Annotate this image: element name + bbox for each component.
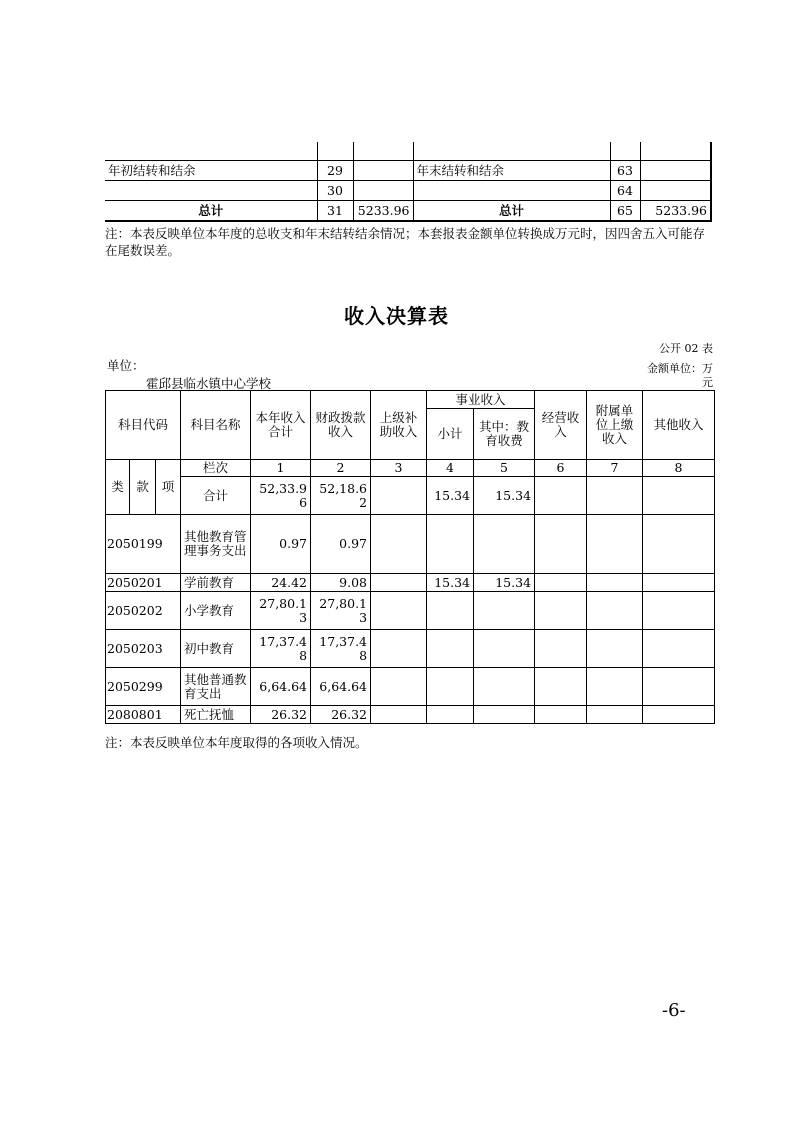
total-income: 52,33.96 [251, 477, 311, 515]
summary-table-fragment [105, 142, 712, 222]
left-label-cell [105, 181, 317, 201]
total-business-edu: 15.34 [474, 477, 535, 515]
column-number: 1 [251, 460, 311, 477]
row-operating [535, 515, 587, 574]
row-business-edu [474, 515, 535, 574]
header-business-subtotal: 小计 [427, 409, 474, 460]
table-row [106, 706, 715, 724]
left-no-cell: 29 [317, 161, 353, 181]
right-no-cell: 65 [610, 201, 640, 222]
left-amount-cell [353, 161, 413, 181]
table-row [106, 592, 715, 630]
right-label-cell [413, 142, 610, 161]
header-row [106, 391, 715, 409]
column-number: 8 [643, 460, 715, 477]
table-row [106, 574, 715, 592]
total-affiliated [587, 477, 643, 515]
header-business-edu: 其中：教育收费 [474, 409, 535, 460]
row-code: 2050201 [106, 574, 181, 592]
total-label: 合计 [181, 477, 251, 515]
unit-label: 单位： [107, 358, 145, 373]
row-other [643, 515, 715, 574]
right-amount-cell [640, 142, 711, 161]
row-fiscal: 27,80.13 [311, 592, 371, 630]
right-no-cell: 64 [610, 181, 640, 201]
left-amount-cell [353, 181, 413, 201]
right-total-amount: 5233.96 [640, 201, 711, 222]
row-affiliated [587, 668, 643, 706]
left-no-cell [317, 142, 353, 161]
total-fiscal: 52,18.62 [311, 477, 371, 515]
row-affiliated [587, 574, 643, 592]
row-business-subtotal [427, 706, 474, 724]
row-total: 24.42 [251, 574, 311, 592]
column-number: 4 [427, 460, 474, 477]
page-number: -6- [662, 1000, 686, 1021]
row-total: 6,64.64 [251, 668, 311, 706]
row-superior [371, 515, 427, 574]
total-other [643, 477, 715, 515]
table-row [105, 161, 711, 181]
row-name: 学前教育 [181, 574, 251, 592]
right-label-cell [413, 181, 610, 201]
right-no-cell [610, 142, 640, 161]
row-fiscal: 9.08 [311, 574, 371, 592]
header-fiscal: 财政拨款收入 [311, 391, 371, 460]
row-business-edu [474, 630, 535, 668]
column-number: 5 [474, 460, 535, 477]
left-total-label: 总计 [105, 201, 317, 222]
row-code: 2080801 [106, 706, 181, 724]
row-business-subtotal: 15.34 [427, 574, 474, 592]
header-code: 科目代码 [106, 391, 181, 460]
money-unit [647, 362, 713, 390]
row-business-edu: 15.34 [474, 574, 535, 592]
row-fiscal: 0.97 [311, 515, 371, 574]
row-name: 小学教育 [181, 592, 251, 630]
row-operating [535, 574, 587, 592]
row-superior [371, 706, 427, 724]
row-operating [535, 706, 587, 724]
table-row [105, 142, 711, 161]
income-table [105, 390, 715, 724]
left-label-cell [105, 142, 317, 161]
header-superior: 上级补助收入 [371, 391, 427, 460]
row-superior [371, 668, 427, 706]
row-operating [535, 668, 587, 706]
row-business-subtotal [427, 668, 474, 706]
row-business-edu [474, 668, 535, 706]
row-affiliated [587, 706, 643, 724]
row-fiscal: 26.32 [311, 706, 371, 724]
total-business-subtotal: 15.34 [427, 477, 474, 515]
column-number: 6 [535, 460, 587, 477]
row-business-subtotal [427, 630, 474, 668]
header-xiang: 项 [156, 460, 181, 515]
row-name: 死亡抚恤 [181, 706, 251, 724]
row-affiliated [587, 630, 643, 668]
form-number: 公开 02 表 [659, 342, 713, 355]
right-amount-cell [640, 161, 711, 181]
summary-table-note: 注：本表反映单位本年度的总收支和年末结转结余情况；本套报表金额单位转换成万元时，因四舍五入可能存在尾数误差。 [105, 226, 706, 258]
total-row [106, 477, 715, 515]
row-superior [371, 630, 427, 668]
column-number: 3 [371, 460, 427, 477]
money-unit-line2: 元 [702, 376, 713, 389]
row-other [643, 630, 715, 668]
row-fiscal: 17,37.48 [311, 630, 371, 668]
row-code: 2050203 [106, 630, 181, 668]
left-no-cell: 31 [317, 201, 353, 222]
row-total: 27,80.13 [251, 592, 311, 630]
row-operating [535, 630, 587, 668]
unit-name: 霍邱县临水镇中心学校 [146, 376, 272, 391]
income-table-note: 注：本表反映单位本年度取得的各项收入情况。 [105, 735, 368, 750]
row-other [643, 574, 715, 592]
row-other [643, 592, 715, 630]
right-total-label: 总计 [413, 201, 610, 222]
money-unit-line1: 金额单位：万 [647, 362, 713, 375]
table-row [105, 181, 711, 201]
row-superior [371, 574, 427, 592]
left-label-cell: 年初结转和结余 [105, 161, 317, 181]
row-business-subtotal [427, 515, 474, 574]
row-name: 初中教育 [181, 630, 251, 668]
column-number: 2 [311, 460, 371, 477]
row-fiscal: 6,64.64 [311, 668, 371, 706]
row-code: 2050299 [106, 668, 181, 706]
header-kuan: 款 [130, 460, 156, 515]
table-row [106, 668, 715, 706]
right-amount-cell [640, 181, 711, 201]
table-row [106, 515, 715, 574]
header-lei: 类 [106, 460, 130, 515]
column-number: 7 [587, 460, 643, 477]
header-business: 事业收入 [427, 391, 535, 409]
header-affiliated: 附属单位上缴收入 [587, 391, 643, 460]
row-total: 17,37.48 [251, 630, 311, 668]
row-total: 0.97 [251, 515, 311, 574]
right-label-cell: 年末结转和结余 [413, 161, 610, 181]
row-name: 其他普通教育支出 [181, 668, 251, 706]
row-other [643, 668, 715, 706]
row-code: 2050202 [106, 592, 181, 630]
row-superior [371, 592, 427, 630]
left-no-cell: 30 [317, 181, 353, 201]
row-affiliated [587, 592, 643, 630]
table-row [106, 630, 715, 668]
table-row [105, 201, 711, 222]
total-operating [535, 477, 587, 515]
header-name: 科目名称 [181, 391, 251, 460]
column-number-row [106, 460, 715, 477]
row-operating [535, 592, 587, 630]
header-total: 本年收入合计 [251, 391, 311, 460]
row-affiliated [587, 515, 643, 574]
header-column-no: 栏次 [181, 460, 251, 477]
total-superior [371, 477, 427, 515]
right-no-cell: 63 [610, 161, 640, 181]
row-total: 26.32 [251, 706, 311, 724]
header-operating: 经营收入 [535, 391, 587, 460]
row-business-subtotal [427, 592, 474, 630]
row-code: 2050199 [106, 515, 181, 574]
row-business-edu [474, 706, 535, 724]
left-amount-cell [353, 142, 413, 161]
row-business-edu [474, 592, 535, 630]
row-name: 其他教育管理事务支出 [181, 515, 251, 574]
left-total-amount: 5233.96 [353, 201, 413, 222]
header-other: 其他收入 [643, 391, 715, 460]
page-title: 收入决算表 [344, 304, 449, 328]
row-other [643, 706, 715, 724]
